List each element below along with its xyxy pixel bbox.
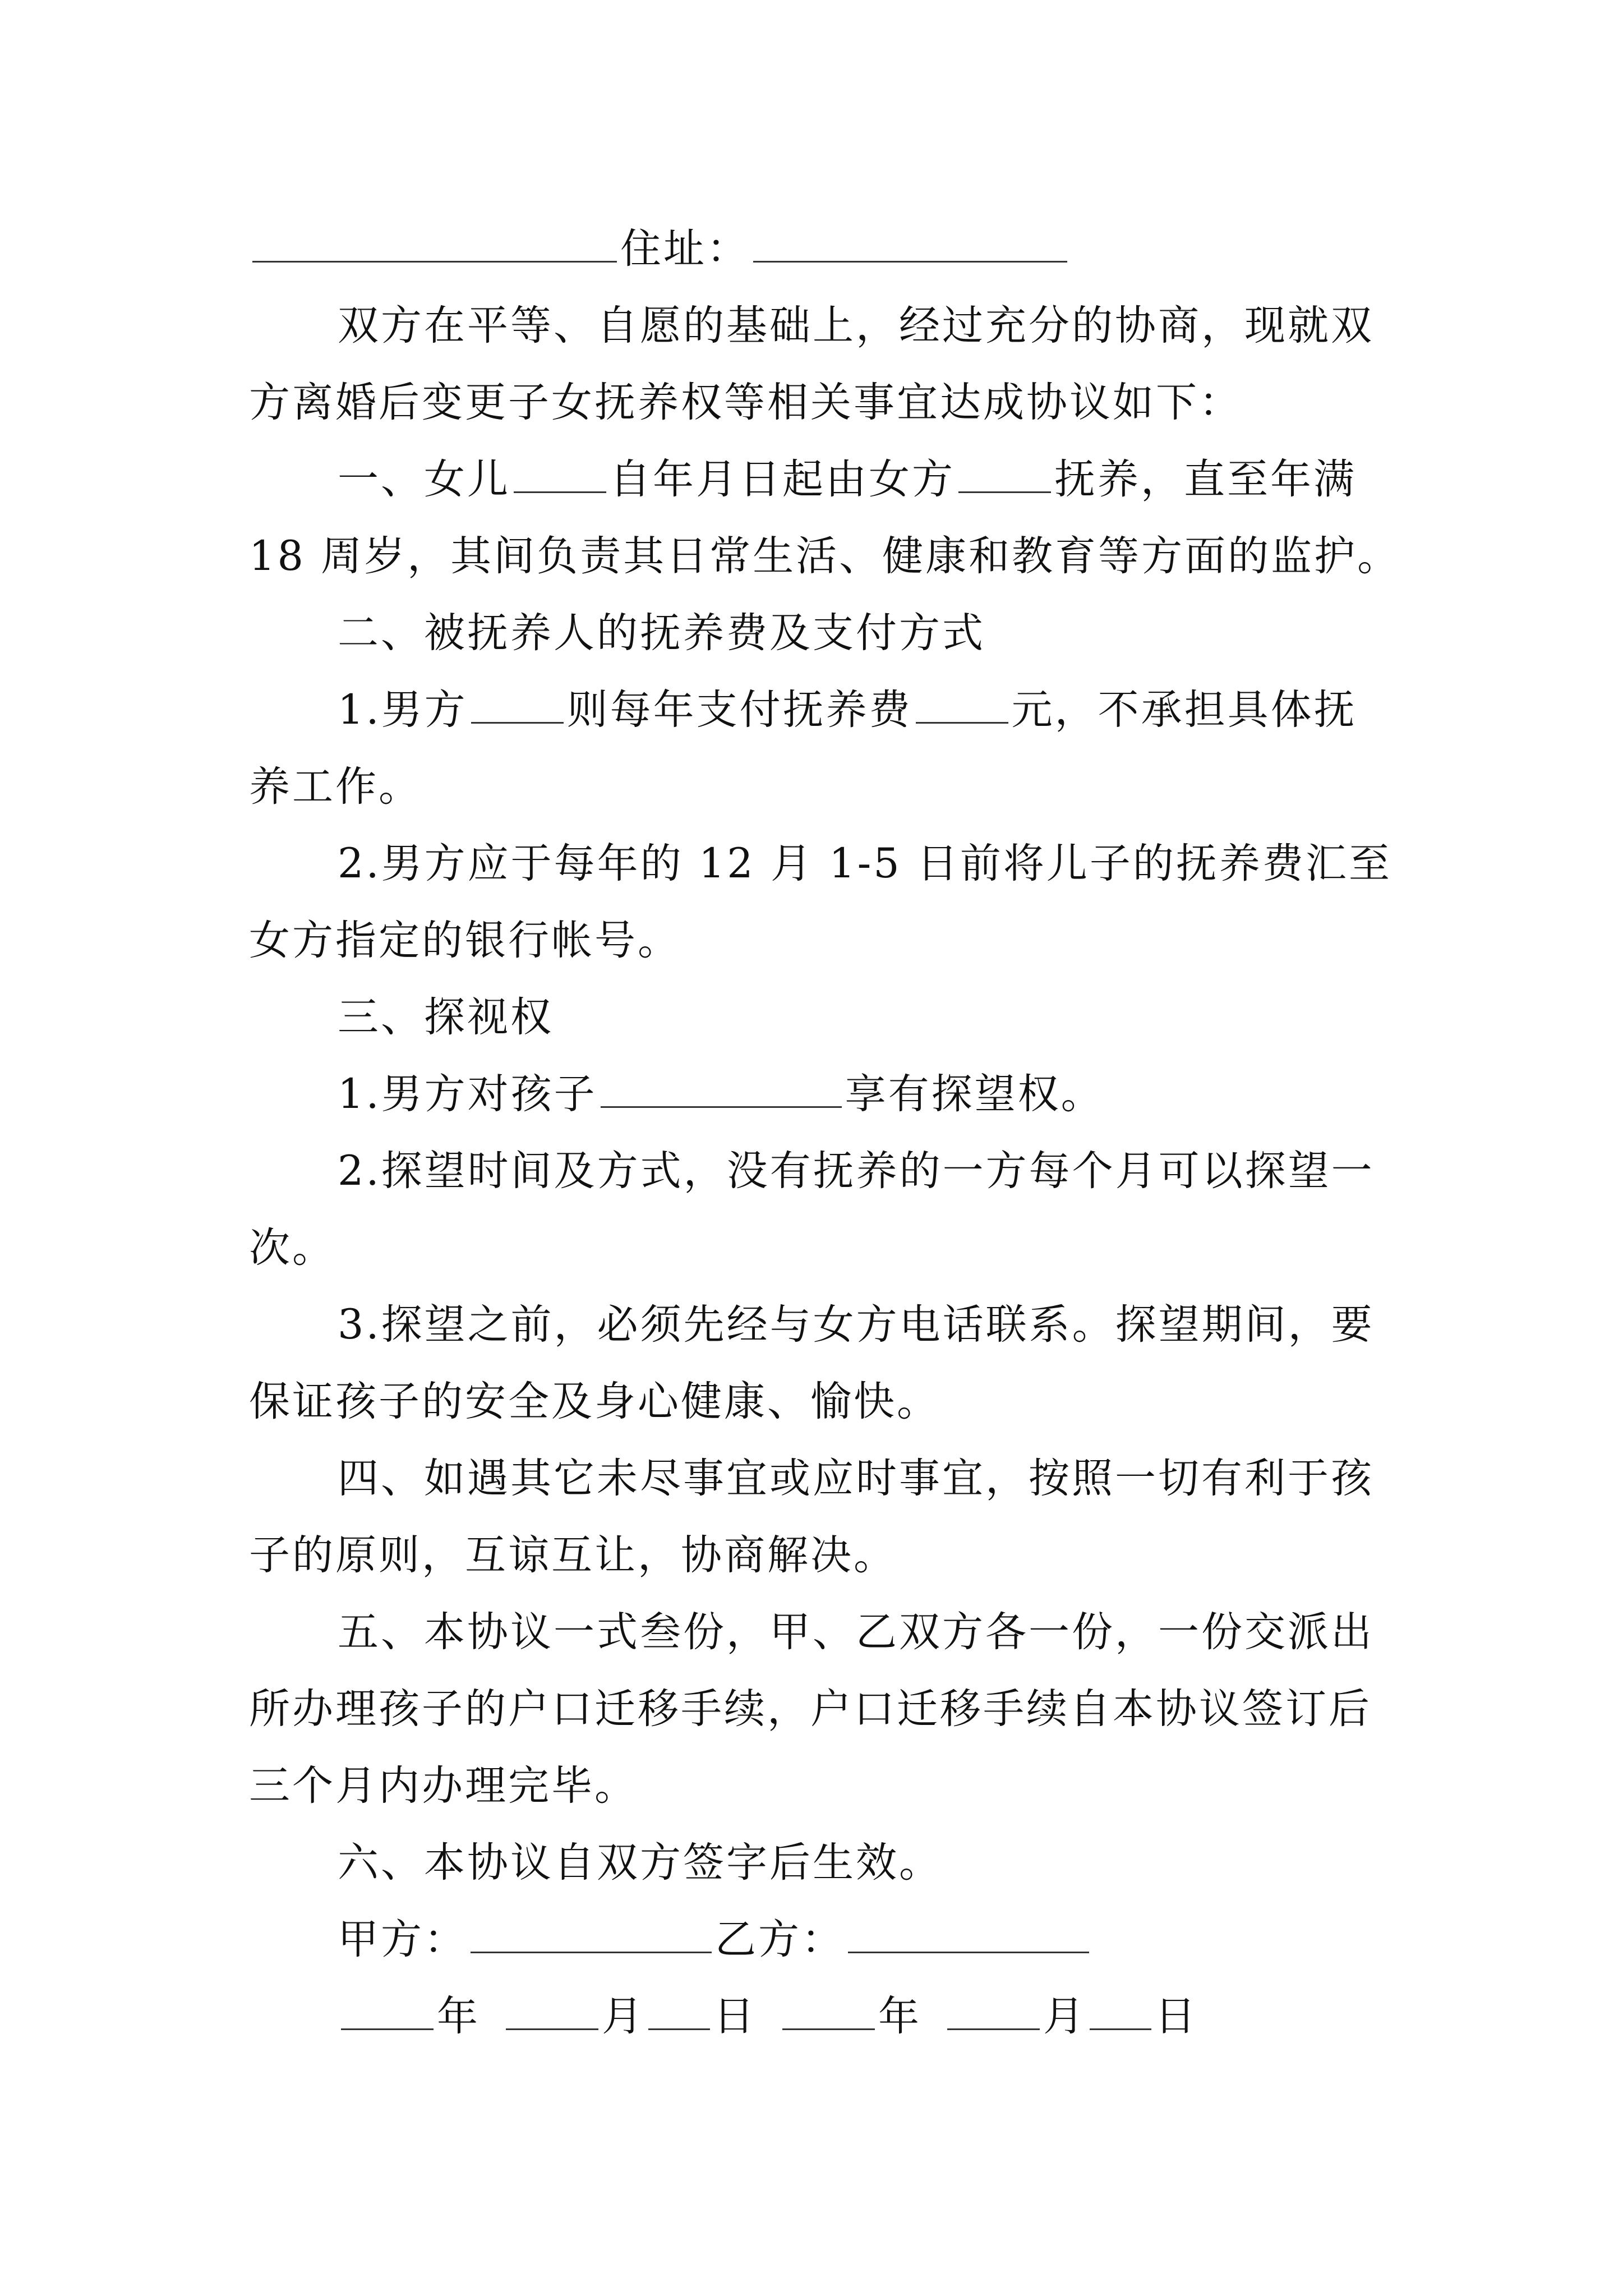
party-a-day-blank[interactable] [648,1984,710,2030]
party-b-label: 乙方： [715,1916,845,1963]
mother-name-blank[interactable] [958,447,1051,493]
party-a-signature-blank[interactable] [471,1907,712,1953]
item2-title: 二、被抚养人的抚养费及支付方式 [338,609,985,657]
daughter-name-blank[interactable] [514,447,606,493]
party-a-label: 甲方： [338,1916,467,1963]
item3-3-line-1: 3.探望之前，必须先经与女方电话联系。探望期间，要 [338,1301,1375,1349]
party-b-year-blank[interactable] [782,1984,875,2030]
support-amount-blank[interactable] [916,677,1008,724]
item4-line-2: 子的原则，互谅互让，协商解决。 [249,1531,897,1579]
party-b-signature-blank[interactable] [848,1907,1089,1953]
address-blank[interactable] [753,216,1067,263]
item2-2-line-2: 女方指定的银行帐号。 [249,917,681,964]
signature-line [249,1901,1399,1978]
child-name-blank[interactable] [601,1061,842,1108]
item3-title: 三、探视权 [338,993,554,1041]
date-line: 年 月 日 年 月 日 [249,1978,1399,2055]
item6-line: 六、本协议自双方签字后生效。 [338,1839,942,1887]
item2-1-line-1: 1.男方 则每年支付抚养费 元，不承担具体抚 [249,671,1399,748]
party-b-day-blank[interactable] [1090,1984,1151,2030]
intro-line-1: 双方在平等、自愿的基础上，经过充分的协商，现就双 [338,302,1374,349]
intro-line-2: 方离婚后变更子女抚养权等相关事宜达成协议如下： [249,379,1242,426]
agreement-body [249,210,1399,2055]
item3-2-line-2: 次。 [249,1224,335,1272]
name-blank[interactable] [252,216,617,263]
item4-line-1: 四、如遇其它未尽事宜或应时事宜，按照一切有利于孩 [338,1455,1374,1502]
item3-2-line-1: 2.探望时间及方式，没有抚养的一方每个月可以探望一 [338,1147,1375,1195]
item3-1-line: 1.男方对孩子 享有探望权。 [249,1056,1399,1133]
party-b-month-blank[interactable] [947,1984,1040,2030]
item3-3-line-2: 保证孩子的安全及身心健康、愉快。 [249,1378,940,1425]
item2-1-line-2: 养工作。 [249,763,422,811]
address-line [249,210,1399,287]
address-label: 住址： [620,225,750,273]
item5-line-2: 所办理孩子的户口迁移手续，户口迁移手续自本协议签订后 [249,1685,1372,1733]
party-a-year-blank[interactable] [341,1984,434,2030]
item5-line-1: 五、本协议一式叁份，甲、乙双方各一份，一份交派出 [338,1608,1374,1656]
party-a-month-blank[interactable] [506,1984,598,2030]
father-name-blank[interactable] [471,677,564,724]
item1-line-1: 一、女儿 自年月日起由女方 抚养，直至年满 [249,441,1399,518]
item2-2-line-1: 2.男方应于每年的 12 月 1-5 日前将儿子的抚养费汇至 [338,840,1392,887]
item1-line-2: 18 周岁，其间负责其日常生活、健康和教育等方面的监护。 [249,532,1401,580]
item5-line-3: 三个月内办理完毕。 [249,1762,638,1810]
